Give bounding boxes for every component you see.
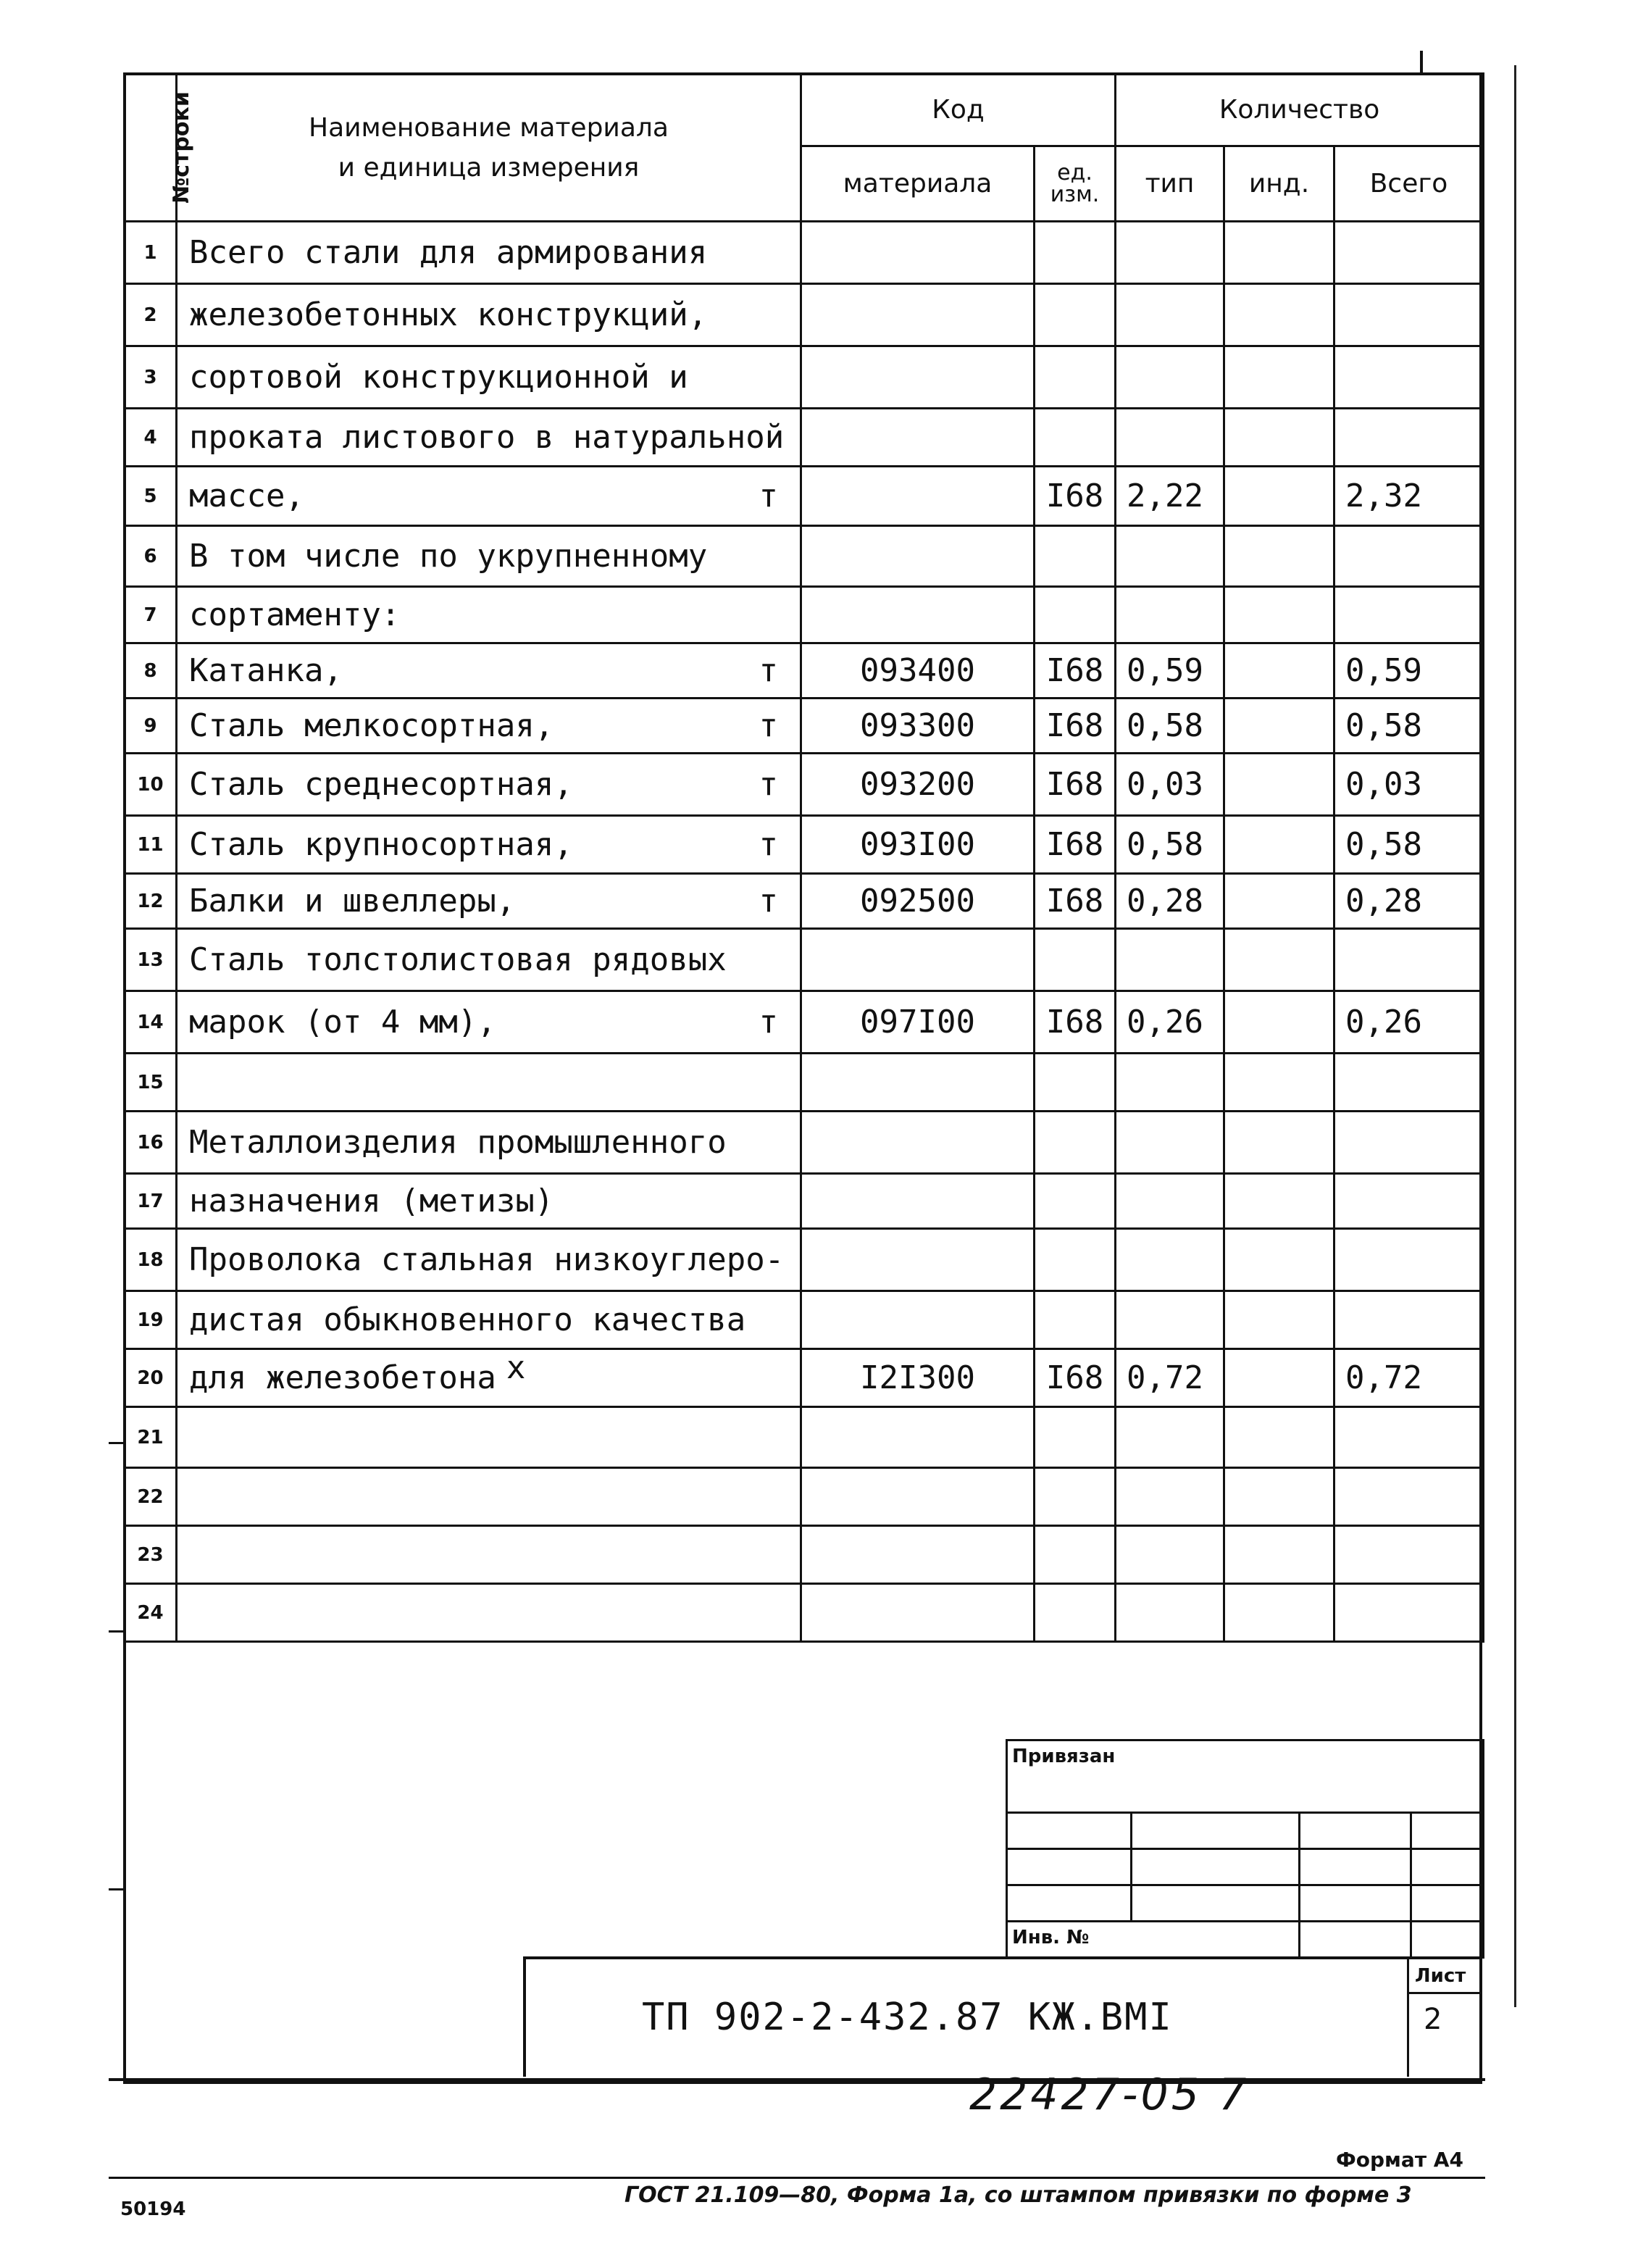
row-number: 7 — [125, 587, 177, 643]
material-name: Балки и швеллеры, — [189, 883, 516, 920]
bottom-rule — [109, 2078, 1485, 2081]
row-number: 23 — [125, 1526, 177, 1584]
unit-code: I68 — [1035, 991, 1116, 1054]
row-number: 10 — [125, 754, 177, 816]
material-code: 093200 — [801, 754, 1035, 816]
material-name: для железобетона — [189, 1359, 496, 1396]
quantity-total: 0,59 — [1334, 643, 1484, 699]
row-number: 1 — [125, 222, 177, 284]
unit-suffix: т — [759, 766, 778, 803]
gost-reference: ГОСТ 21.109—80, Форма 1а, со штампом привязки по форме 3 — [624, 2182, 1412, 2208]
handwritten-number: 22427-05 7 — [969, 2069, 1250, 2120]
header-ind: инд. — [1224, 146, 1334, 222]
material-name: Сталь мелкосортная, — [189, 707, 554, 744]
unit-code: I68 — [1035, 1349, 1116, 1407]
material-code: 097I00 — [801, 991, 1035, 1054]
unit-suffix: т — [759, 478, 778, 514]
unit-code: I68 — [1035, 699, 1116, 754]
material-code: 093400 — [801, 643, 1035, 699]
material-code: 093I00 — [801, 816, 1035, 874]
quantity-type: 0,26 — [1116, 991, 1224, 1054]
material-name: Металлоизделия промышленного — [189, 1124, 727, 1161]
row-number: 22 — [125, 1468, 177, 1526]
header-material-name: Наименование материала и единица измерения — [177, 74, 801, 222]
header-unit: ед. изм. — [1035, 146, 1116, 222]
quantity-total: 2,32 — [1334, 467, 1484, 526]
unit-suffix: т — [759, 707, 778, 744]
row-number: 20 — [125, 1349, 177, 1407]
binding-stamp — [1006, 1739, 1482, 1956]
sheet-label: Лист — [1409, 1959, 1482, 1994]
material-name: назначения (метизы) — [189, 1183, 554, 1220]
unit-suffix: т — [759, 883, 778, 920]
title-block — [523, 1956, 1482, 2077]
gost-rule — [109, 2177, 1485, 2179]
row-number: 8 — [125, 643, 177, 699]
header-row-number: №строки — [125, 74, 177, 222]
material-name: марок (от 4 мм), — [189, 1004, 496, 1041]
quantity-type: 0,28 — [1116, 874, 1224, 929]
stamp-inv-label: Инв. № — [1007, 1922, 1300, 1958]
unit-suffix: т — [759, 826, 778, 863]
format-label: Формат А4 — [1336, 2148, 1463, 2172]
material-name: сортаменту: — [189, 596, 401, 633]
header-total: Всего — [1334, 146, 1484, 222]
unit-code: I68 — [1035, 816, 1116, 874]
header-code: Код — [801, 74, 1116, 146]
quantity-type: 0,59 — [1116, 643, 1224, 699]
material-name: массе, — [189, 478, 304, 514]
row-number: 16 — [125, 1112, 177, 1174]
row-number: 9 — [125, 699, 177, 754]
header-type: тип — [1116, 146, 1224, 222]
row-number: 5 — [125, 467, 177, 526]
stamp-bound-label: Привязан — [1007, 1740, 1484, 1813]
header-material-code: материала — [801, 146, 1035, 222]
row-number: 11 — [125, 816, 177, 874]
quantity-total: 0,26 — [1334, 991, 1484, 1054]
left-tick-mark — [109, 1442, 123, 1444]
material-name: проката листового в натуральной — [189, 419, 785, 456]
quantity-type: 0,58 — [1116, 699, 1224, 754]
quantity-total: 0,58 — [1334, 816, 1484, 874]
row-number: 21 — [125, 1407, 177, 1468]
quantity-total: 0,72 — [1334, 1349, 1484, 1407]
row-number: 13 — [125, 929, 177, 991]
material-code: 092500 — [801, 874, 1035, 929]
left-tick-mark — [109, 1888, 123, 1890]
material-name: Всего стали для армирования — [189, 234, 708, 271]
unit-suffix: x — [506, 1349, 526, 1386]
unit-code: I68 — [1035, 643, 1116, 699]
top-tick-mark — [1420, 51, 1423, 75]
material-name: сортовой конструкционной и — [189, 359, 688, 396]
row-number: 18 — [125, 1229, 177, 1291]
material-name: Сталь среднесортная, — [189, 766, 573, 803]
unit-code: I68 — [1035, 754, 1116, 816]
row-number: 4 — [125, 409, 177, 467]
row-number: 15 — [125, 1054, 177, 1112]
quantity-type: 0,72 — [1116, 1349, 1224, 1407]
sheet-box — [1407, 1959, 1482, 2077]
left-tick-mark — [109, 1630, 123, 1633]
quantity-type: 2,22 — [1116, 467, 1224, 526]
material-name: Сталь крупносортная, — [189, 826, 573, 863]
document-code: ТП 902-2-432.87 КЖ.ВМI — [642, 1996, 1173, 2039]
unit-suffix: т — [759, 652, 778, 689]
material-name: Проволока стальная низкоуглеро- — [189, 1241, 785, 1278]
material-name: Катанка, — [189, 652, 343, 689]
row-number: 14 — [125, 991, 177, 1054]
row-number: 6 — [125, 526, 177, 587]
quantity-total: 0,03 — [1334, 754, 1484, 816]
row-number: 2 — [125, 284, 177, 346]
quantity-type: 0,58 — [1116, 816, 1224, 874]
row-number: 19 — [125, 1291, 177, 1349]
quantity-type: 0,03 — [1116, 754, 1224, 816]
unit-suffix: т — [759, 1004, 778, 1041]
unit-code: I68 — [1035, 874, 1116, 929]
material-name: В том числе по укрупненному — [189, 538, 708, 575]
row-number: 24 — [125, 1584, 177, 1642]
unit-code: I68 — [1035, 467, 1116, 526]
quantity-total: 0,28 — [1334, 874, 1484, 929]
sheet-code: 50194 — [120, 2198, 186, 2220]
material-name: Сталь толстолистовая рядовых — [189, 941, 727, 978]
sheet-number: 2 — [1424, 2003, 1442, 2036]
row-number: 3 — [125, 346, 177, 409]
row-number: 12 — [125, 874, 177, 929]
quantity-total: 0,58 — [1334, 699, 1484, 754]
material-code: 093300 — [801, 699, 1035, 754]
right-edge-line — [1514, 65, 1516, 2007]
material-name: дистая обыкновенного качества — [189, 1301, 746, 1338]
header-quantity: Количество — [1116, 74, 1484, 146]
row-number: 17 — [125, 1174, 177, 1229]
material-code: I2I300 — [801, 1349, 1035, 1407]
material-name: железобетонных конструкций, — [189, 296, 708, 333]
